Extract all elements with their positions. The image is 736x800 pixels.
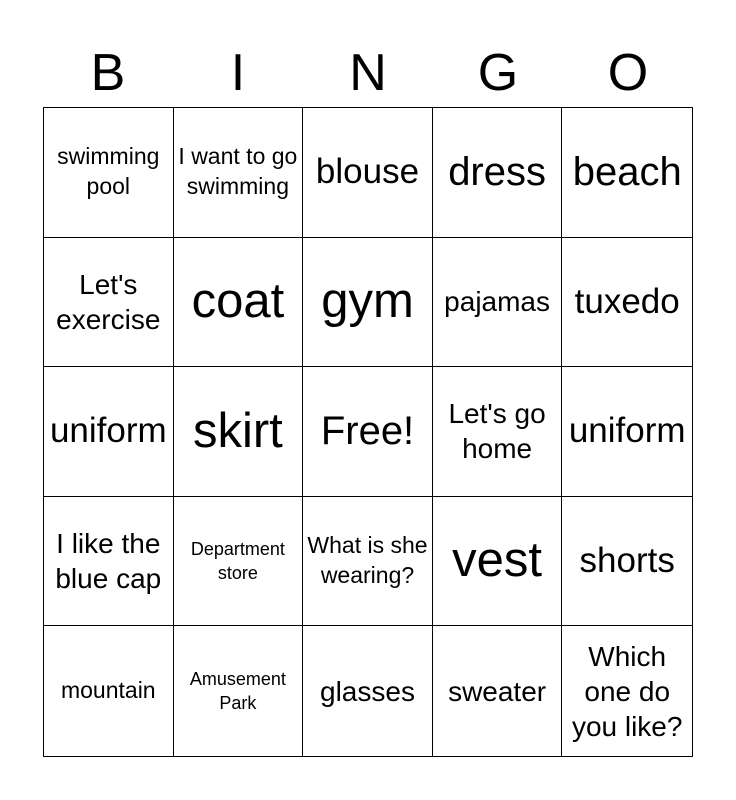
bingo-cell[interactable]: skirt: [174, 367, 304, 497]
bingo-cell[interactable]: uniform: [562, 367, 692, 497]
bingo-cell[interactable]: Which one do you like?: [571, 640, 683, 742]
bingo-board: [43, 107, 693, 757]
free-space[interactable]: Free!: [303, 367, 433, 497]
bingo-cell[interactable]: sweater: [433, 626, 563, 756]
bingo-cell[interactable]: coat: [174, 238, 304, 368]
bingo-header: [43, 40, 693, 106]
bingo-cell[interactable]: I like the blue cap: [44, 497, 174, 627]
bingo-cell[interactable]: Let's go home: [433, 367, 563, 497]
bingo-cell[interactable]: tuxedo: [562, 238, 692, 368]
bingo-cell[interactable]: vest: [433, 497, 563, 627]
bingo-cell[interactable]: Amusement Park: [174, 626, 304, 756]
bingo-cell[interactable]: pajamas: [433, 238, 563, 368]
header-letter-n: N: [349, 44, 387, 102]
bingo-cell[interactable]: Department store: [174, 497, 304, 627]
header-letter-i: I: [230, 44, 246, 102]
header-letter-g: G: [477, 44, 519, 102]
bingo-cell[interactable]: gym: [303, 238, 433, 368]
bingo-cell[interactable]: beach: [562, 108, 692, 238]
bingo-cell[interactable]: glasses: [303, 626, 433, 756]
bingo-cell[interactable]: dress: [433, 108, 563, 238]
header-letter-o: O: [607, 44, 649, 102]
bingo-cell[interactable]: Let's exercise: [44, 238, 174, 368]
bingo-cell[interactable]: swimming pool: [44, 108, 174, 238]
header-letter-b: B: [90, 44, 126, 102]
bingo-cell[interactable]: blouse: [303, 108, 433, 238]
bingo-cell[interactable]: I want to go swimming: [174, 108, 304, 238]
bingo-cell[interactable]: What is she wearing?: [303, 497, 433, 627]
bingo-cell[interactable]: mountain: [44, 626, 174, 756]
bingo-cell[interactable]: shorts: [562, 497, 692, 627]
bingo-cell[interactable]: uniform: [44, 367, 174, 497]
